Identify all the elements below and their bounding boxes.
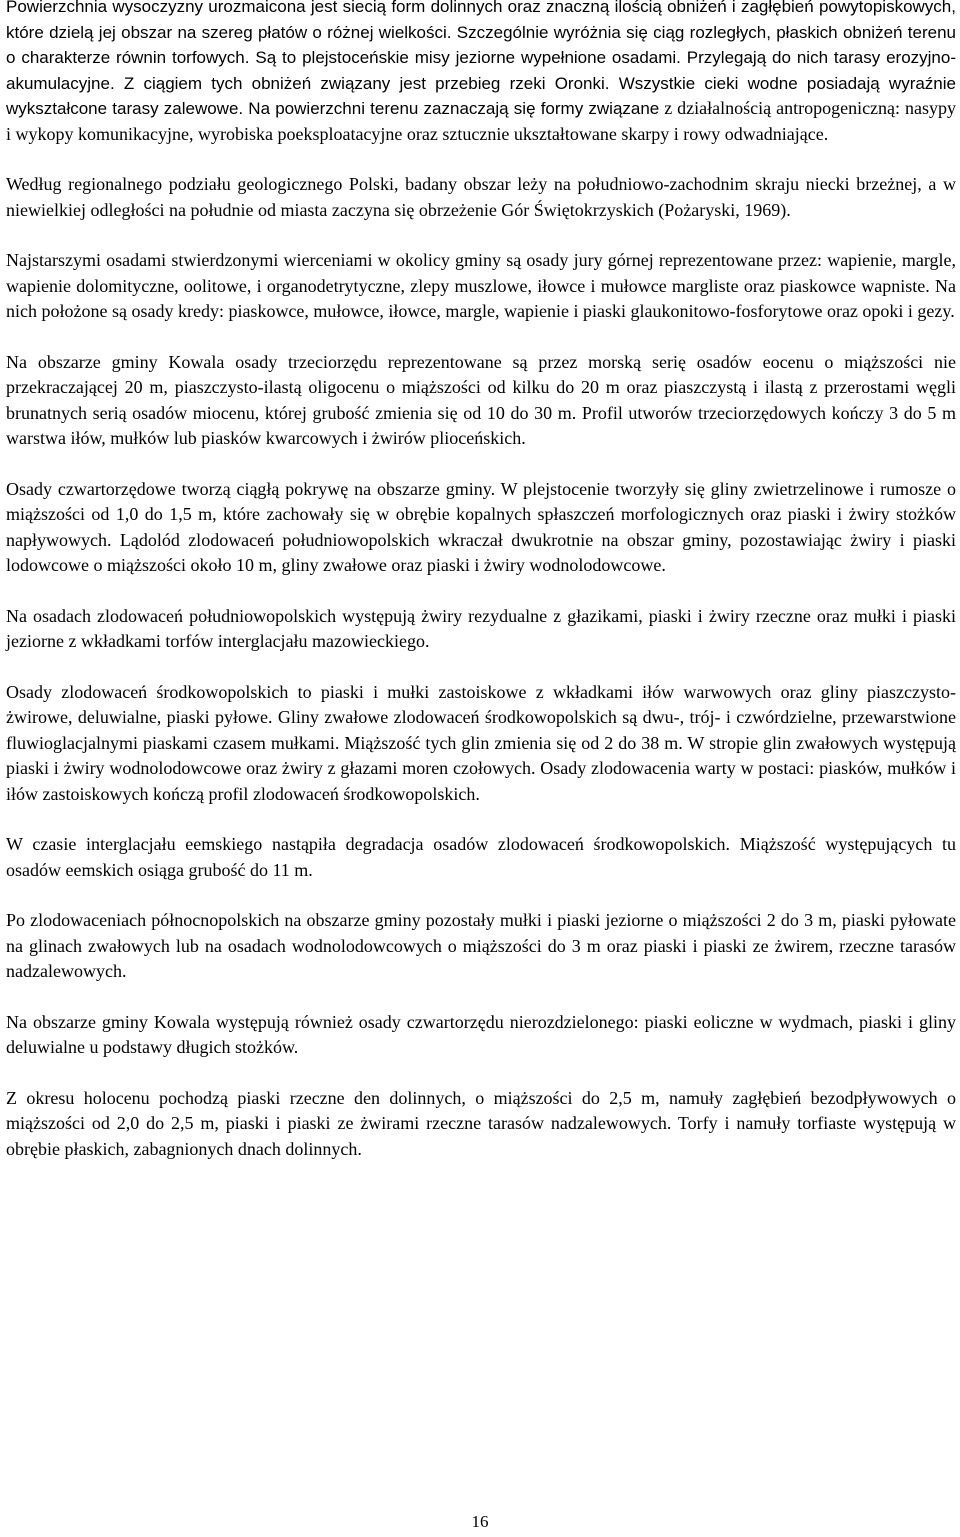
paragraph-relief xyxy=(6,0,956,147)
paragraph-text: Na osadach zlodowaceń południowopolskich występują żwiry rezydualne z głazikami, piaski i żwiry rzeczne oraz mułki i piaski jeziorne z wkładkami torfów interglacjału mazowieckiego. xyxy=(6,605,956,651)
paragraph-middle-polish-glaciation xyxy=(6,680,956,808)
paragraph-south-polish-glaciation xyxy=(6,604,956,655)
page-number: 16 xyxy=(471,1512,489,1531)
paragraph-text: Po zlodowaceniach północnopolskich na obszarze gminy pozostały mułki i piaski jeziorne o miąższości 2 do 3 m, piaski pyłowate na glinach zwałowych lub na osadach wodnolodowcowych o miąższości do 3 m oraz piaski i piaski ze żwirem, rzeczne tarasów nadzalewowych. xyxy=(6,910,956,981)
paragraph-text: Na obszarze gminy Kowala występują również osady czwartorzędu nierozdzielonego: piaski eoliczne w wydmach, piaski i gliny deluwialne u podstawy długich stożków. xyxy=(6,1011,956,1057)
paragraph-tertiary xyxy=(6,350,956,452)
paragraph-relief-sans-text: Powierzchnia wysoczyzny urozmaicona jest siecią form dolinnych oraz znaczną ilością obniżeń i zagłębień powytopiskowych, które dzielą jej obszar na szereg płatów o różnej wielkości. Szczególnie wyróżnia się ciąg rozległych, płaskich obniżeń terenu o charakterze równin torfowych. Są to plejstoceńskie misy jeziorne wypełnione osadami. Przylegają do nich tarasy erozyjno-akumulacyjne. Z ciągiem tych obniżeń związany jest przebieg rzeki Oronki. Wszystkie cieki wodne posiadają wyraźnie wykształcone tarasy zalewowe. Na powierzchni terenu zaznaczają się formy związane xyxy=(6,0,956,118)
document-page xyxy=(6,0,956,1537)
paragraph-text: Z okresu holocenu pochodzą piaski rzeczne den dolinnych, o miąższości do 2,5 m, namuły zagłębień bezodpływowych o miąższości od 2,0 do 2,5 m, piaski i piaski ze żwirami rzeczne tarasów nadzalewowych. Torfy i namuły torfiaste występują w obrębie płaskich, zabagnionych dnach dolinnych. xyxy=(6,1087,956,1159)
paragraph-north-polish-glaciation xyxy=(6,908,956,985)
paragraph-holocene xyxy=(6,1086,956,1163)
paragraph-undivided-quaternary xyxy=(6,1010,956,1061)
paragraph-relief-serif-text: z działalnością antropogeniczną: nasypy i wykopy komunikacyjne, wyrobiska poeksploatacyjne oraz sztucznie ukształtowane skarpy i rowy odwadniające. xyxy=(6,98,956,144)
paragraph-text: Na obszarze gminy Kowala osady trzeciorzędu reprezentowane są przez morską serię osadów eocenu o miąższości nie przekraczającej 20 m, piaszczysto-ilastą oligocenu o miąższości od kilku do 20 m oraz piaszczystą i ilastą z przerostami węgli brunatnych serią osadów miocenu, której grubość zmienia się od 10 do 30 m. Profil utworów trzeciorzędowych kończy 3 do 5 m warstwa iłów, mułków lub piasków kwarcowych i żwirów plioceńskich. xyxy=(6,351,956,448)
paragraph-text: Osady czwartorzędowe tworzą ciągłą pokrywę na obszarze gminy. W plejstocenie tworzyły się gliny zwietrzelinowe i rumosze o miąższości od 1,0 do 1,5 m, które zachowały się w obrębie kopalnych spłaszczeń morfologicznych oraz piaski i żwiry stożków napływowych. Lądolód zlodowaceń południowopolskich wkraczał dwukrotnie na obszar gminy, pozostawiając żwiry i piaski lodowcowe o miąższości około 10 m, gliny zwałowe oraz piaski i żwiry wodnolodowcowe. xyxy=(6,478,956,575)
paragraph-text: W czasie interglacjału eemskiego nastąpiła degradacja osadów zlodowaceń środkowopolskich. Miąższość występujących tu osadów eemskich osiąga grubość do 11 m. xyxy=(6,834,956,880)
paragraph-jurassic-cretaceous xyxy=(6,248,956,325)
paragraph-text: Według regionalnego podziału geologicznego Polski, badany obszar leży na południowo-zachodnim skraju niecki brzeżnej, a w niewielkiej odległości na południe od miasta zaczyna się obrzeżenie Gór Świętokrzyskich (Pożaryski, 1969). xyxy=(6,174,956,220)
paragraph-quaternary xyxy=(6,477,956,579)
paragraph-eemian-interglacial xyxy=(6,832,956,883)
paragraph-text: Osady zlodowaceń środkowopolskich to piaski i mułki zastoiskowe z wkładkami iłów warwowych oraz gliny piaszczysto-żwirowe, deluwialne, piaski pyłowe. Gliny zwałowe zlodowaceń środkowopolskich są dwu-, trój- i czwórdzielne, przewarstwione fluwioglacjalnymi piaskami czasem mułkami. Miąższość tych glin zmienia się od 2 do 38 m. W stropie glin zwałowych występują piaski i żwiry wodnolodowcowe oraz żwiry z głazami moren czołowych. Osady zlodowacenia warty w postaci: piasków, mułków i iłów zastoiskowych kończą profil zlodowaceń środkowopolskich. xyxy=(6,681,956,804)
paragraph-regional-geology xyxy=(6,172,956,223)
paragraph-text: Najstarszymi osadami stwierdzonymi wierceniami w okolicy gminy są osady jury górnej reprezentowane przez: wapienie, margle, wapienie dolomityczne, oolitowe, i organodetrytyczne, zlepy muszlowe, iłowce i mułowce margliste oraz piaskowce wapniste. Na nich położone są osady kredy: piaskowce, mułowce, iłowce, margle, wapienie i piaski glaukonitowo-fosforytowe oraz opoki i gezy. xyxy=(6,250,956,321)
